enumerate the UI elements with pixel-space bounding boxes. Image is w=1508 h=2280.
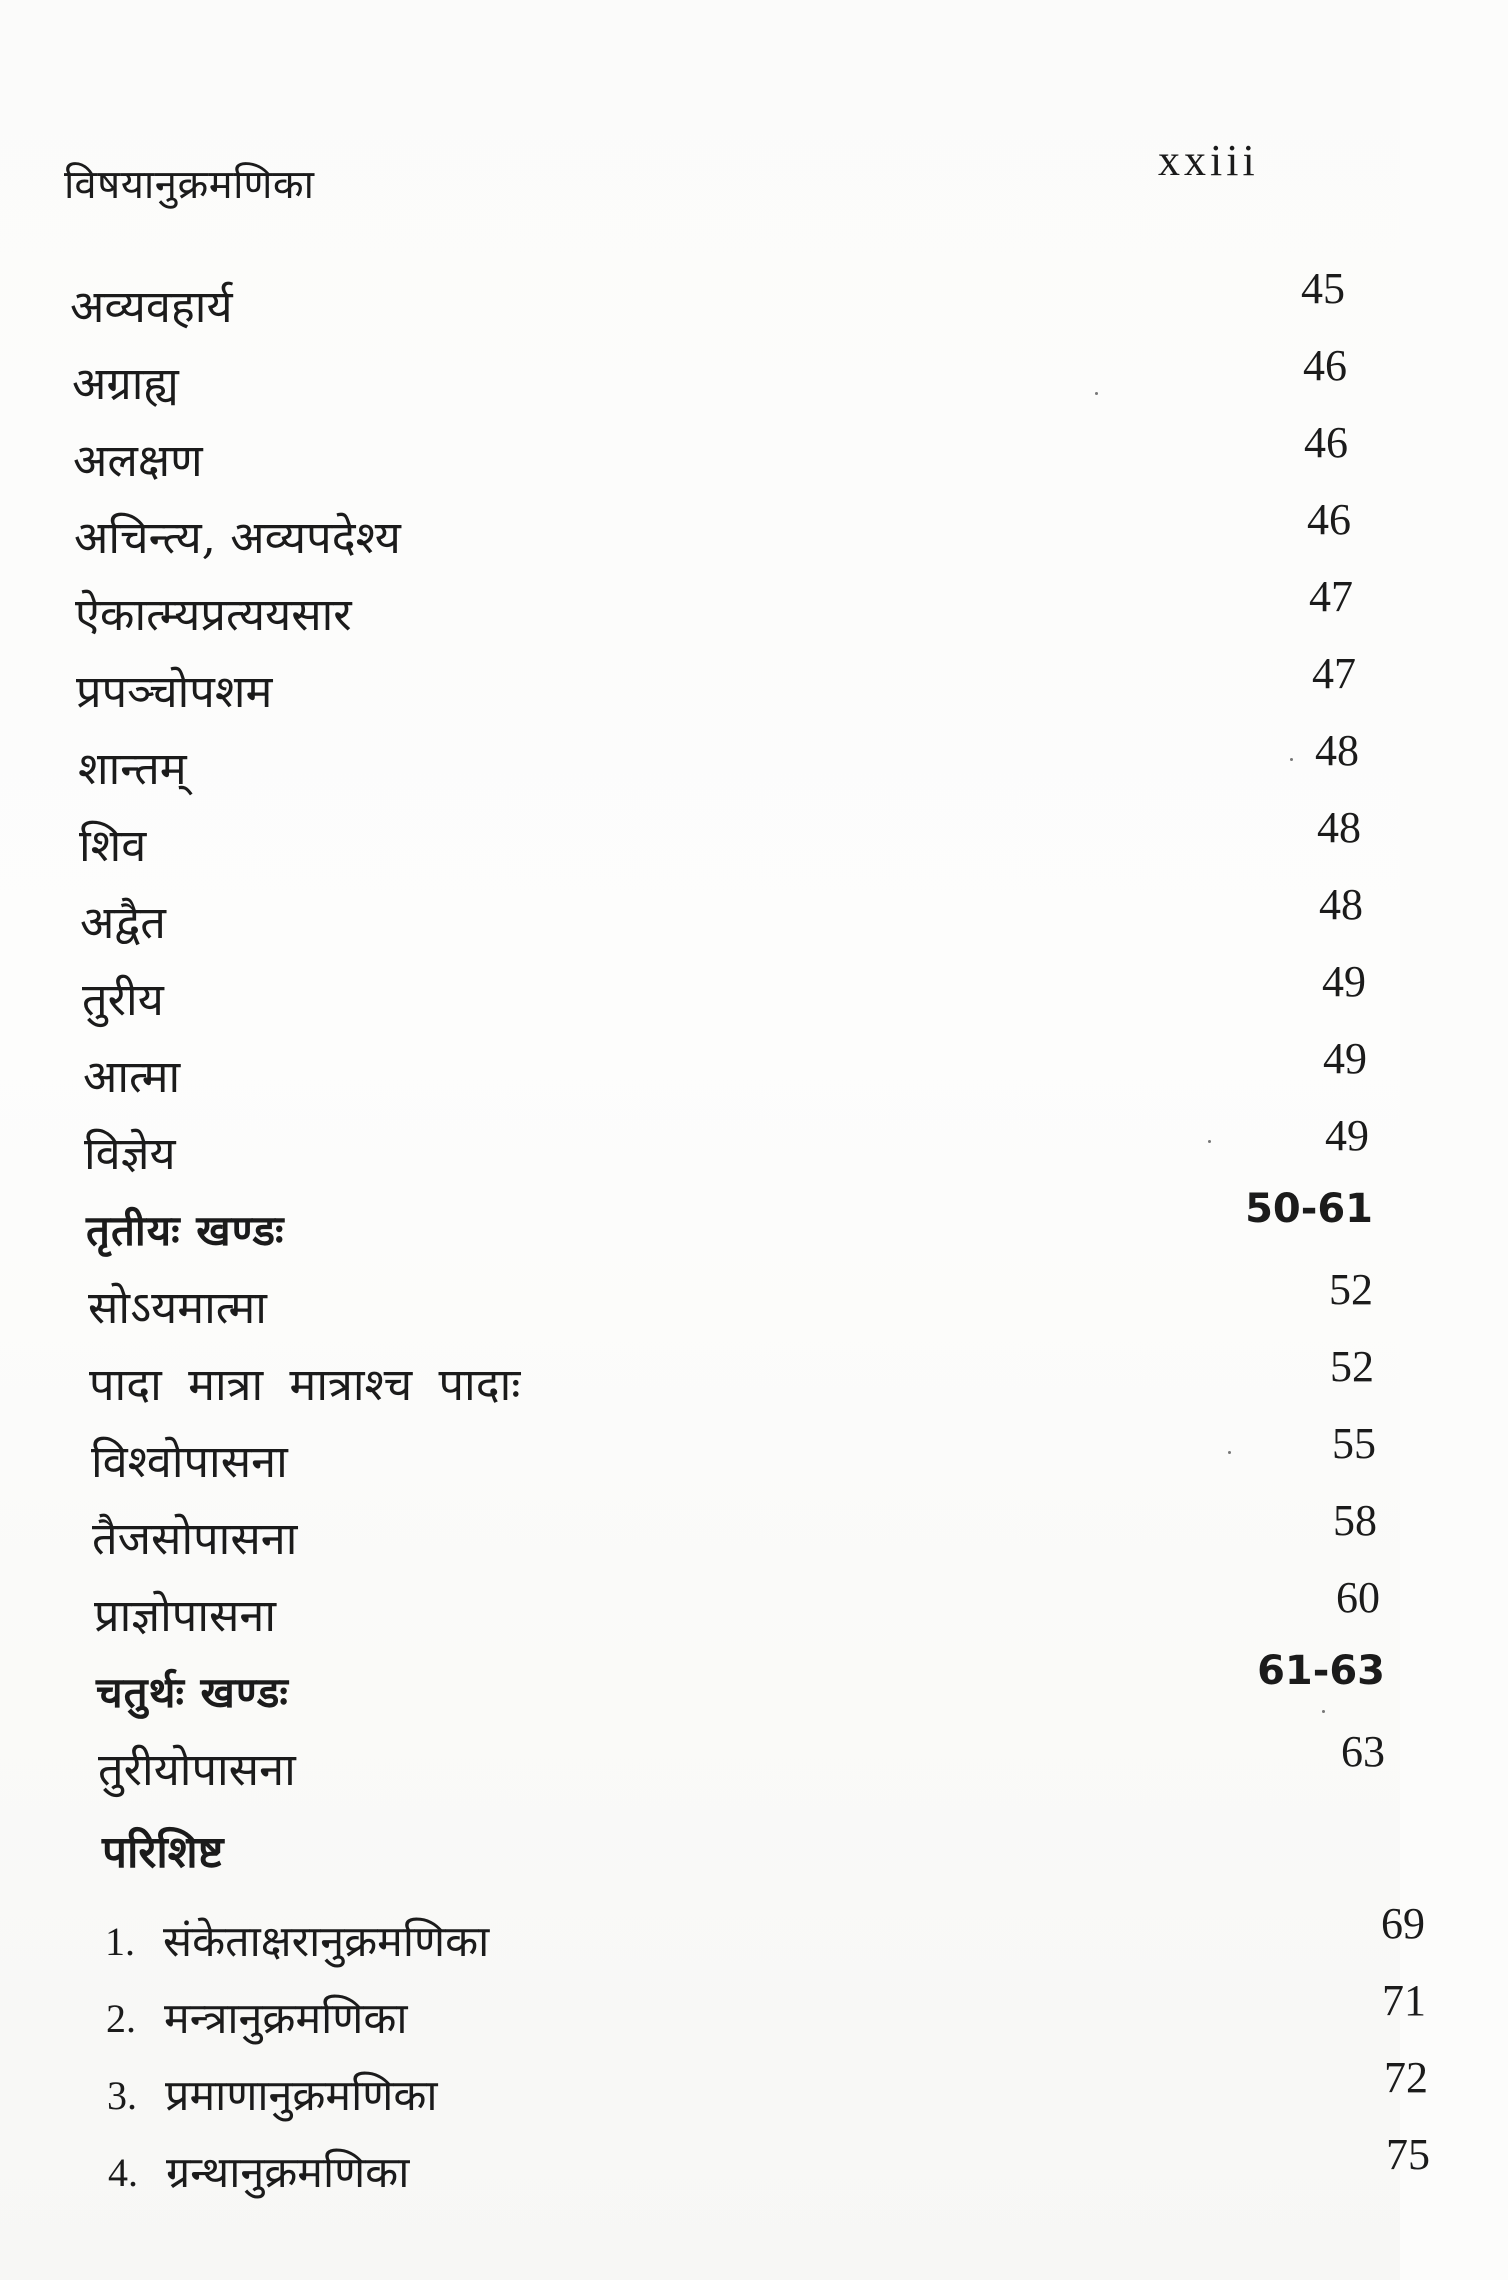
toc-entry-page: 52: [1330, 1342, 1374, 1391]
appendix-item-label: संकेताक्षरानुक्रमणिका: [163, 1917, 490, 1967]
toc-entry: [92, 1496, 1492, 1571]
toc-entry: [72, 341, 1472, 416]
print-speck: [1228, 1451, 1231, 1454]
toc-entry-page: 46: [1304, 418, 1348, 467]
appendix-item-number: 4.: [108, 2150, 138, 2195]
toc-entry-page: 60: [1336, 1573, 1380, 1622]
toc-entry-label: शिव: [79, 819, 147, 872]
toc-entry-page: 49: [1323, 1034, 1367, 1083]
toc-entry-label: ऐकात्म्यप्रत्ययसार: [75, 588, 352, 641]
toc-entry: [73, 418, 1473, 493]
toc-entry-page: 48: [1315, 726, 1359, 775]
toc-entry: [80, 880, 1480, 955]
print-speck: [1095, 392, 1098, 395]
toc-entry-label: अग्राह्य: [72, 357, 179, 410]
toc-entry: [74, 495, 1474, 570]
print-speck: [1322, 1710, 1325, 1713]
toc-entry-page: 46: [1303, 341, 1347, 390]
toc-entry-page: 58: [1333, 1496, 1377, 1545]
appendix-item-page: 75: [1386, 2130, 1430, 2179]
toc-entry-page: 55: [1332, 1419, 1376, 1468]
toc-entry-page: 48: [1317, 803, 1361, 852]
toc-entry-label: प्राज्ञोपासना: [94, 1589, 277, 1642]
toc-entry-label: अलक्षण: [73, 434, 203, 487]
toc-entry-label: अव्यवहार्य: [70, 280, 233, 333]
appendix-item-page: 71: [1382, 1976, 1426, 2025]
toc-entry-label: अचिन्त्य, अव्यपदेश्य: [74, 511, 401, 564]
appendix-heading: परिशिष्ट: [102, 1827, 224, 1878]
appendix-item-page: 72: [1384, 2053, 1428, 2102]
appendix-item: [105, 1899, 1505, 1974]
toc-section-label: चतुर्थः खण्डः: [96, 1668, 289, 1717]
toc-entry-label: तुरीय: [82, 973, 164, 1026]
toc-entry-label: प्रपञ्चोपशम: [76, 665, 273, 718]
toc-entry-page: 47: [1312, 649, 1356, 698]
toc-entry-label: तैजसोपासना: [92, 1512, 298, 1565]
toc-entry: [89, 1342, 1489, 1417]
toc-entry-label: आत्मा: [83, 1050, 181, 1103]
toc-entry-label: विज्ञेय: [84, 1127, 176, 1180]
appendix-item-label: ग्रन्थानुक्रमणिका: [166, 2148, 410, 2198]
toc-entry: [75, 572, 1475, 647]
appendix-item-number: 1.: [105, 1919, 135, 1964]
toc-entry-page: 46: [1307, 495, 1351, 544]
toc-section-heading: [86, 1186, 1486, 1263]
toc-entry-page: 49: [1325, 1111, 1369, 1160]
toc-entry: [91, 1419, 1491, 1494]
toc-section-pages: 50-61: [1245, 1186, 1373, 1232]
appendix-item: [106, 1976, 1506, 2051]
toc-entry: [76, 649, 1476, 724]
toc-section-label: तृतीयः खण्डः: [86, 1206, 285, 1255]
toc-entry-label: शान्तम्: [78, 742, 187, 795]
toc-entry-page: 45: [1301, 264, 1345, 313]
toc-entry: [82, 957, 1482, 1032]
appendix-item-label: मन्त्रानुक्रमणिका: [164, 1994, 408, 2044]
appendix-item-number: 3.: [107, 2073, 137, 2118]
toc-entry-label: पादा मात्रा मात्राश्च पादाः: [89, 1358, 521, 1411]
page-number: xxiii: [1158, 136, 1259, 185]
toc-entry-label: विश्वोपासना: [91, 1435, 288, 1488]
print-speck: [1290, 758, 1293, 761]
toc-entry-page: 47: [1309, 572, 1353, 621]
toc-entry-page: 63: [1341, 1727, 1385, 1776]
toc-section-heading: [96, 1648, 1496, 1725]
appendix-item-number: 2.: [106, 1996, 136, 2041]
toc-entry-page: 49: [1322, 957, 1366, 1006]
toc-entry: [70, 264, 1470, 339]
toc-entry-page: 52: [1329, 1265, 1373, 1314]
toc-entry-label: सोऽयमात्मा: [88, 1281, 267, 1334]
appendix-item: [107, 2053, 1507, 2128]
print-speck: [1208, 1140, 1211, 1143]
appendix-item: [108, 2130, 1508, 2205]
appendix-item-page: 69: [1381, 1899, 1425, 1948]
toc-entry-label: अद्वैत: [80, 896, 166, 949]
toc-entry: [83, 1034, 1483, 1109]
toc-entry: [78, 726, 1478, 801]
toc-entry-label: तुरीयोपासना: [98, 1743, 296, 1796]
toc-section-pages: 61-63: [1257, 1648, 1385, 1694]
toc-entry: [88, 1265, 1488, 1340]
toc-entry: [98, 1727, 1498, 1802]
appendix-item-label: प्रमाणानुक्रमणिका: [165, 2071, 438, 2121]
toc-entry-page: 48: [1319, 880, 1363, 929]
toc-entry: [79, 803, 1479, 878]
running-title: विषयानुक्रमणिका: [64, 162, 315, 208]
